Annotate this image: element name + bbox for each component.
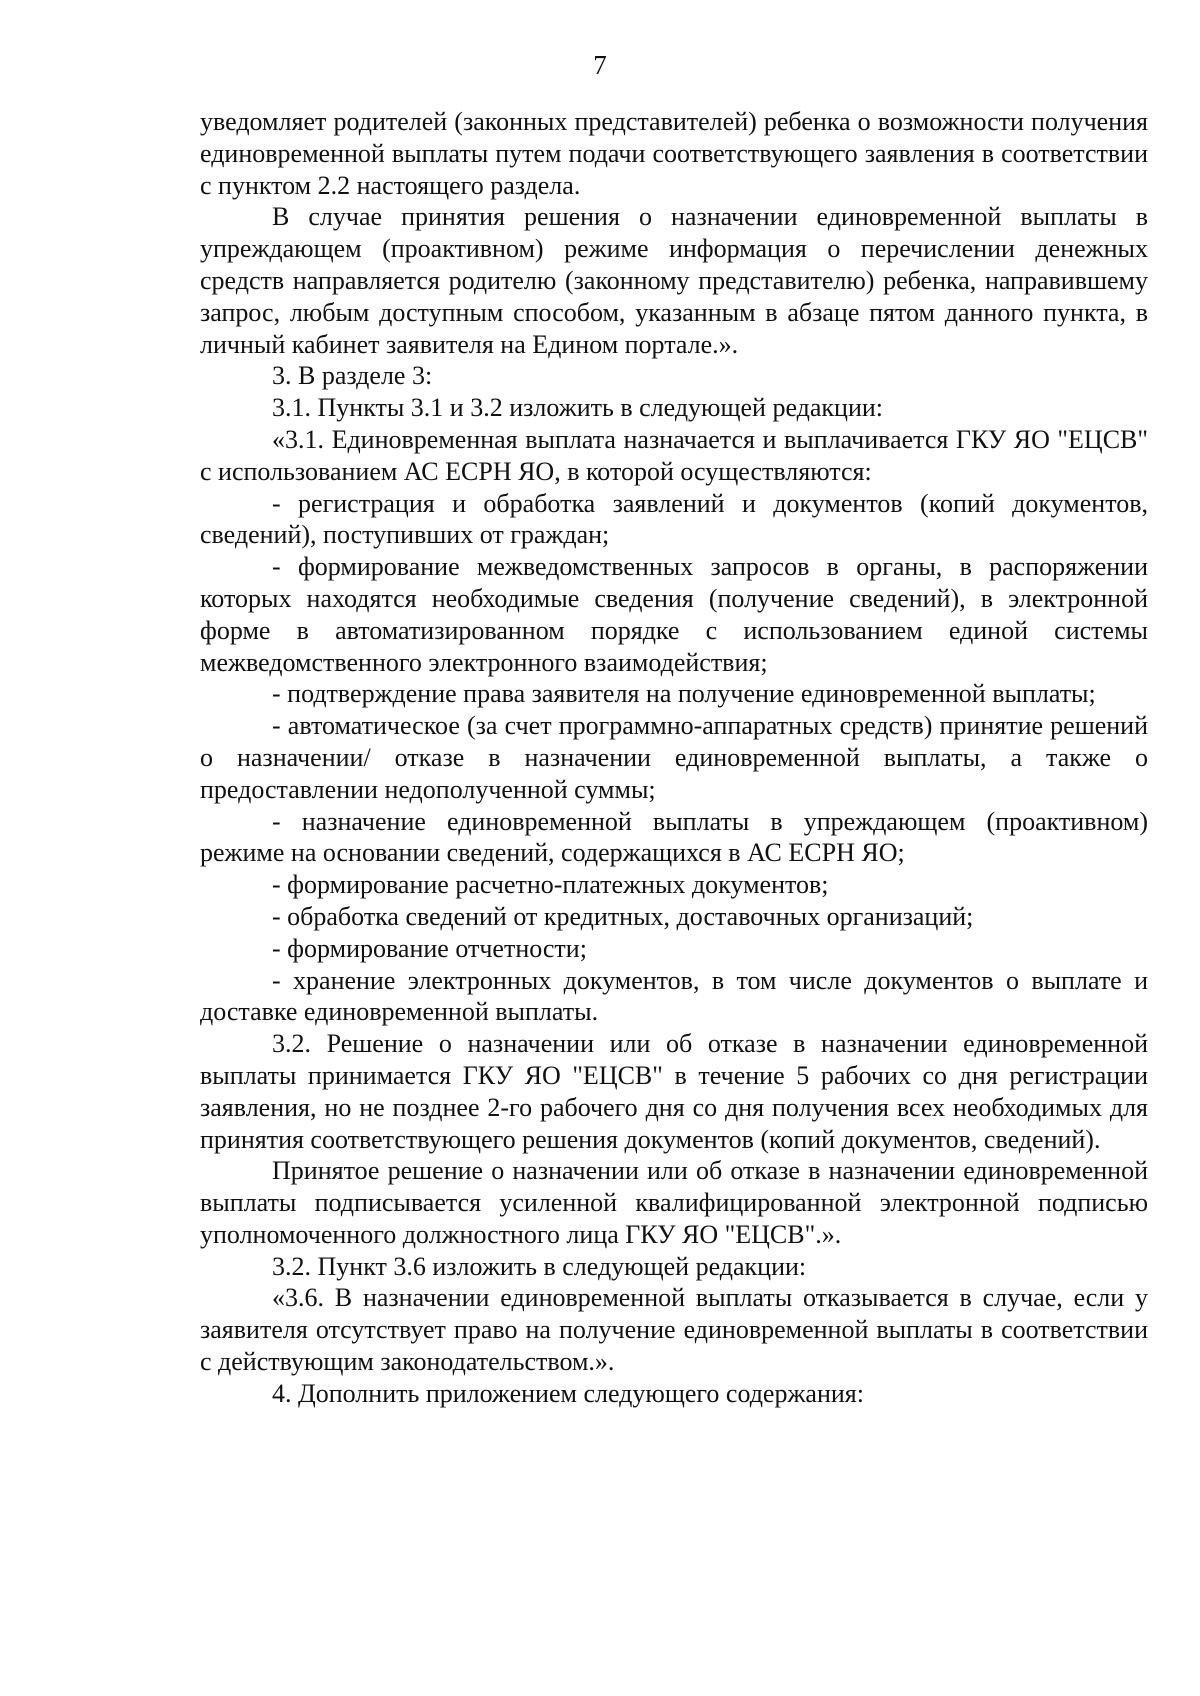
list-item: - формирование межведомственных запросов в органы, в распоряжении которых находятся необходимые сведения (получение сведений), в электронной форме в автоматизированном порядке с использованием единой системы межведомственного электронного взаимодействия;: [200, 552, 1148, 677]
document-body: [200, 106, 1148, 1410]
paragraph: уведомляет родителей (законных представителей) ребенка о возможности получения единовременной выплаты путем подачи соответствующего заявления в соответствии с пунктом 2.2 настоящего раздела.: [200, 107, 1148, 200]
paragraph: В случае принятия решения о назначении единовременной выплаты в упреждающем (проактивном) режиме информация о перечислении денежных средств направляется родителю (законному представителю) ребенка, направившему запрос, любым доступным способом, указанным в абзаце пятом данного пункта, в личный кабинет заявителя на Едином портале.».: [200, 202, 1148, 359]
paragraph: 3.1. Пункты 3.1 и 3.2 изложить в следующей редакции:: [272, 393, 884, 423]
list-item: - подтверждение права заявителя на получение единовременной выплаты;: [272, 679, 1096, 709]
section-heading: 3. В разделе 3:: [272, 361, 433, 391]
page-number: 7: [593, 50, 607, 80]
list-item: - регистрация и обработка заявлений и документов (копий документов, сведений), поступивших от граждан;: [200, 488, 1148, 550]
paragraph: «3.1. Единовременная выплата назначается и выплачивается ГКУ ЯО "ЕЦСВ" с использованием АС ЕСРН ЯО, в которой осуществляются:: [200, 424, 1148, 486]
paragraph: Принятое решение о назначении или об отказе в назначении единовременной выплаты подписывается усиленной квалифицированной электронной подписью уполномоченного должностного лица ГКУ ЯО "ЕЦСВ".».: [200, 1156, 1148, 1249]
list-item: - формирование отчетности;: [272, 933, 587, 963]
paragraph: 3.2. Решение о назначении или об отказе в назначении единовременной выплаты принимается ГКУ ЯО "ЕЦСВ" в течение 5 рабочих со дня регистрации заявления, но не позднее 2-го рабочего дня со дня получения всех необходимых для принятия соответствующего решения документов (копий документов, сведений).: [200, 1029, 1148, 1154]
paragraph: 4. Дополнить приложением следующего содержания:: [272, 1378, 864, 1408]
list-item: - хранение электронных документов, в том числе документов о выплате и доставке единовременной выплаты.: [200, 965, 1148, 1027]
list-item: - назначение единовременной выплаты в упреждающем (проактивном) режиме на основании сведений, содержащихся в АС ЕСРН ЯО;: [200, 806, 1148, 868]
list-item: - обработка сведений от кредитных, доставочных организаций;: [272, 901, 974, 931]
paragraph: 3.2. Пункт 3.6 изложить в следующей редакции:: [272, 1251, 807, 1281]
list-item: - формирование расчетно-платежных документов;: [272, 870, 829, 900]
paragraph: «3.6. В назначении единовременной выплаты отказывается в случае, если у заявителя отсутствует право на получение единовременной выплаты в соответствии с действующим законодательством.».: [200, 1283, 1148, 1377]
list-item: - автоматическое (за счет программно-аппаратных средств) принятие решений о назначении/ отказе в назначении единовременной выплаты, а также о предоставлении недополученной суммы;: [200, 711, 1148, 804]
